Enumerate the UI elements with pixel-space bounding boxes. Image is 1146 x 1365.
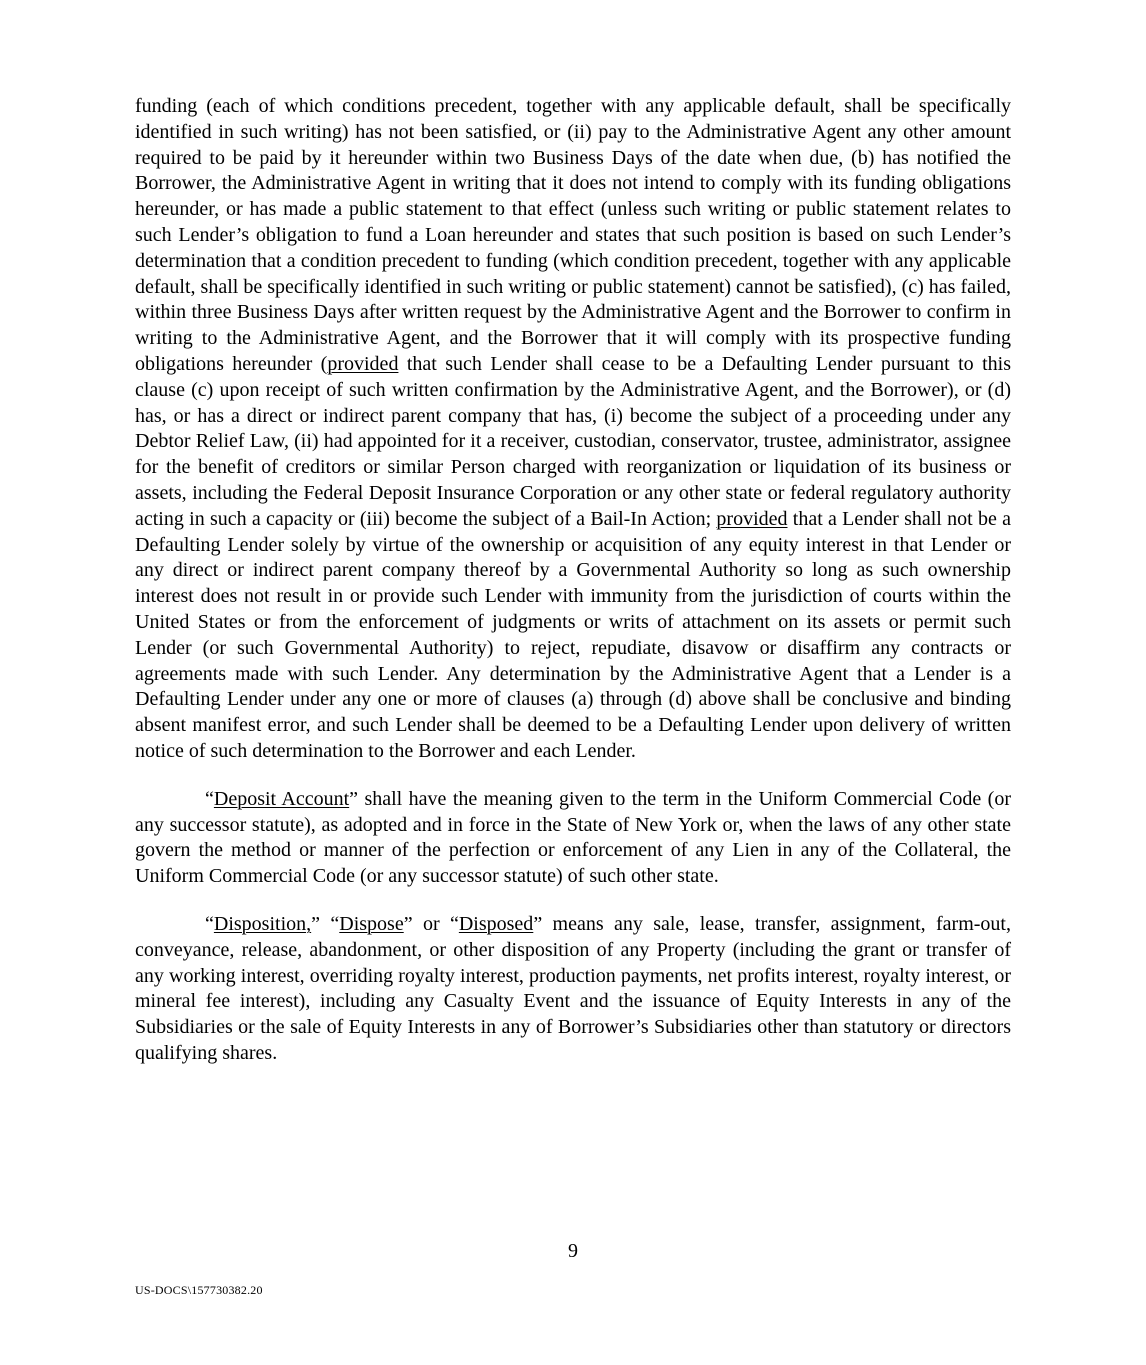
underlined-term-provided: provided — [716, 507, 788, 530]
text-run: that such Lender shall cease to be a Defaulting Lender pursuant to this clause (c) upon receipt of such written confirmation by the Administrative Agent, and the Borrower), or (d) has, or has a direct or indirect parent company that has, (i) become the subject of a proceeding under any Debtor Relief Law, (ii) had appointed for it a receiver, custodian, conservator, trustee, administrator, assignee for the benefit of creditors or similar Person charged with reorganization or liquidation of its business or assets, including the Federal Deposit Insurance Corporation or any other state or federal regulatory authority acting in such a capacity or (iii) become the subject of a Bail-In Action; — [135, 352, 1011, 530]
defined-term-disposed: Disposed — [458, 912, 534, 935]
text-run: funding (each of which conditions precedent, together with any applicable default, shall be specifically identified in such writing) has not been satisfied, or (ii) pay to the Administrative Agent any other amount required to be paid by it hereunder within two Business Days of the date when due, (b) has notified the Borrower, the Administrative Agent in writing that it does not intend to comply with its funding obligations hereunder, or has made a public statement to that effect (unless such writing or public statement relates to such Lender’s obligation to fund a Loan hereunder and states that such position is based on such Lender’s determination that a condition precedent to funding (which condition precedent, together with any applicable default, shall be specifically identified in such writing or public statement) cannot be satisfied), (c) has failed, within three Business Days after written request by the Administrative Agent and the Borrower to confirm in writing to the Administrative Agent, and the Borrower that it will comply with its prospective funding obligations hereunder ( — [135, 95, 1011, 375]
defined-term-deposit-account: Deposit Account — [213, 787, 350, 810]
text-run: ” means any sale, lease, transfer, assignment, farm-out, conveyance, release, abandonment, or other disposition of any Property (including the grant or transfer of any working interest, overriding royalty interest, production payments, net profits interest, royalty interest, or mineral fee interest), including any Casualty Event and the issuance of Equity Interests in any of the Subsidiaries or the sale of Equity Interests in any of Borrower’s Subsidiaries other than statutory or directors qualifying shares. — [135, 912, 1011, 1064]
text-run: ” shall have the meaning given to the term in the Uniform Commercial Code (or any successor statute), as adopted and in force in the State of New York or, when the laws of any other state govern the method or manner of the perfection or enforcement of any Lien in any of the Collateral, the Uniform Commercial Code (or any successor statute) of such other state. — [135, 787, 1011, 888]
text-run: “ — [205, 912, 214, 935]
text-run: that a Lender shall not be a Defaulting Lender solely by virtue of the ownership or acquisition of any equity interest in that Lender or any direct or indirect parent company thereof by a Governmental Authority so long as such ownership interest does not result in or provide such Lender with immunity from the jurisdiction of courts within the United States or from the enforcement of judgments or writs of attachment on its assets or permit such Lender (or such Governmental Authority) to reject, repudiate, disavow or disaffirm any contracts or agreements made with such Lender. Any determination by the Administrative Agent that a Lender is a Defaulting Lender under any one or more of clauses (a) through (d) above shall be conclusive and binding absent manifest error, and such Lender shall be deemed to be a Defaulting Lender upon delivery of written notice of such determination to the Borrower and each Lender. — [135, 507, 1011, 762]
document-body — [135, 94, 1011, 1067]
defined-term-disposition: Disposition, — [213, 912, 312, 935]
paragraph-disposition-definition — [135, 912, 1011, 1067]
text-run: ” “ — [311, 912, 340, 935]
text-run: “ — [205, 787, 214, 810]
document-id-footer: US-DOCS\157730382.20 — [135, 1283, 263, 1297]
paragraph-deposit-account-definition — [135, 787, 1011, 890]
page-number: 9 — [568, 1240, 578, 1262]
paragraph-defaulting-lender-continuation — [135, 94, 1011, 765]
defined-term-dispose: Dispose — [339, 912, 404, 935]
underlined-term-provided: provided — [327, 352, 399, 375]
text-run: ” or “ — [403, 912, 459, 935]
